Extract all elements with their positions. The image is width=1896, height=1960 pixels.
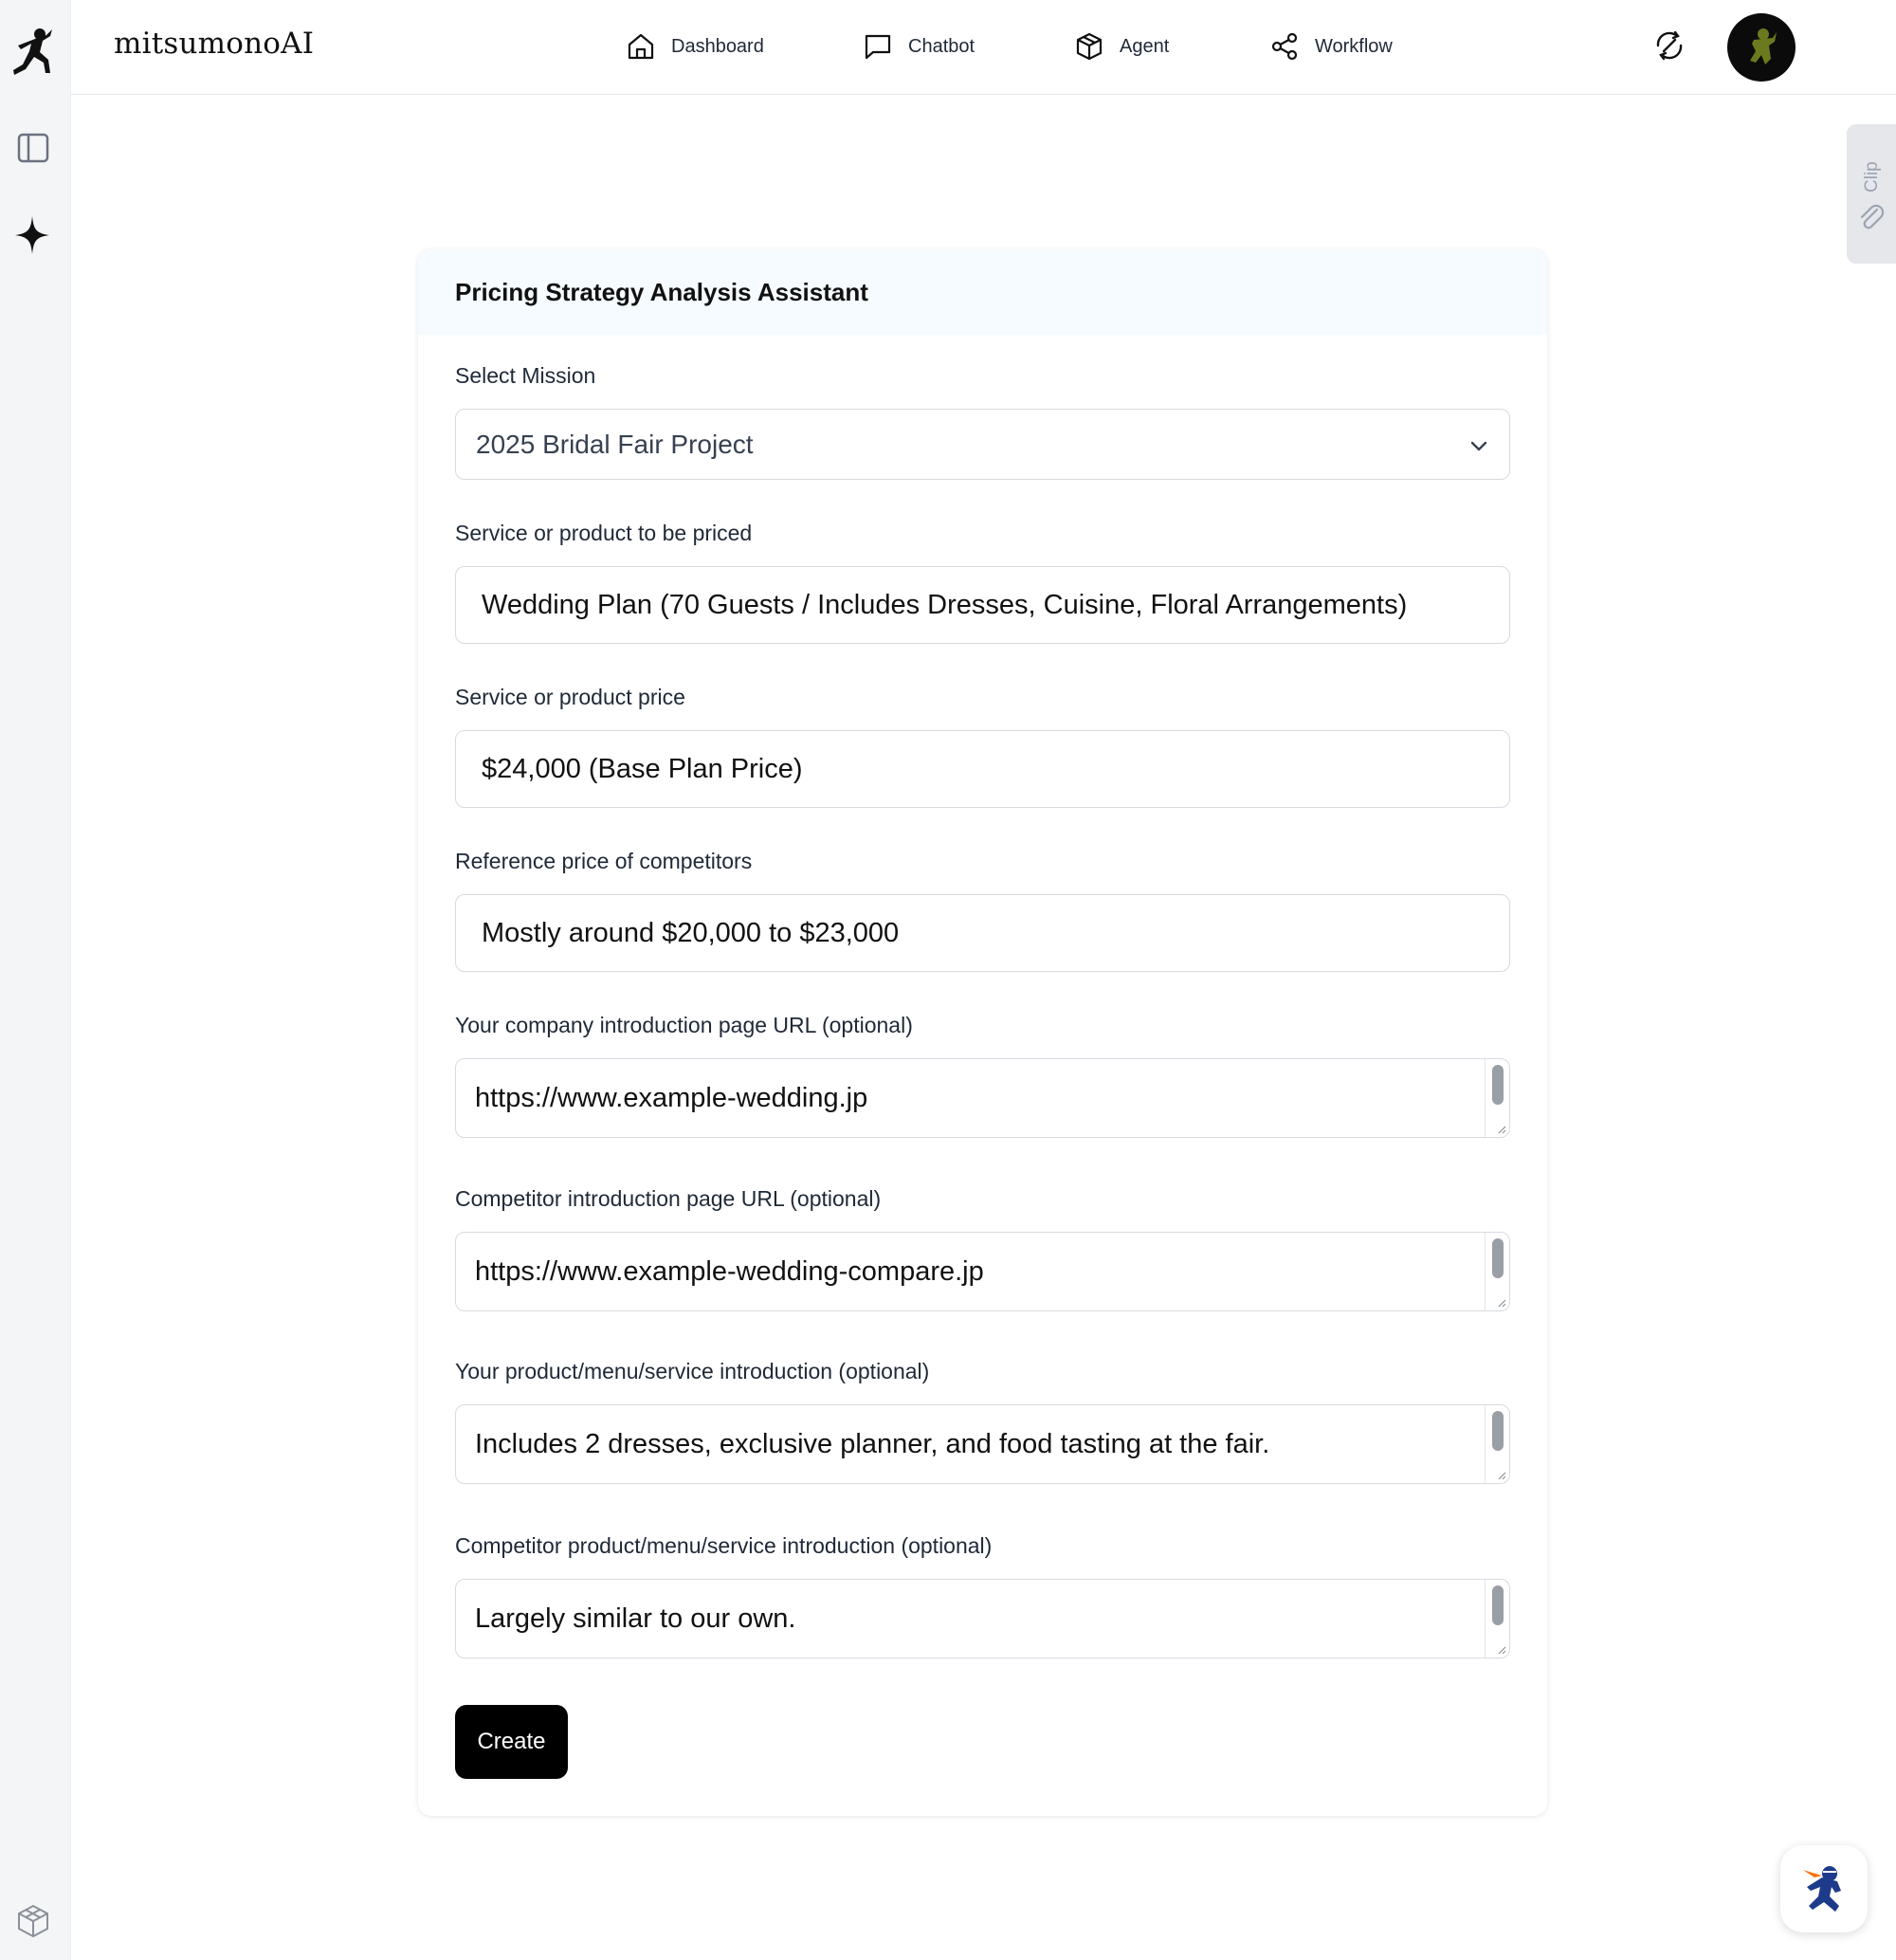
competitor-price-input[interactable] <box>455 894 1510 972</box>
ninja-logo-icon[interactable] <box>9 26 58 81</box>
mission-label: Select Mission <box>455 363 596 388</box>
user-avatar[interactable] <box>1727 13 1796 82</box>
mission-selected-value: 2025 Bridal Fair Project <box>476 429 754 459</box>
competitor-intro-label: Competitor product/menu/service introduction (optional) <box>455 1533 993 1558</box>
competitor-intro-value: Largely similar to our own. <box>475 1603 796 1634</box>
clip-label: Clip <box>1862 161 1882 192</box>
refresh-signal-icon[interactable] <box>1650 27 1688 64</box>
nav-agent[interactable] <box>1074 30 1169 63</box>
nav-agent-label: Agent <box>1120 35 1170 57</box>
pricing-form-card <box>418 249 1547 1816</box>
competitor-url-label: Competitor introduction page URL (optional) <box>455 1186 882 1211</box>
product-value: Wedding Plan (70 Guests / Includes Dresses, Cuisine, Floral Arrangements) <box>482 589 1408 620</box>
product-label: Service or product to be priced <box>455 521 753 545</box>
form-title: Pricing Strategy Analysis Assistant <box>455 277 868 306</box>
scrollbar-thumb[interactable] <box>1492 1411 1504 1451</box>
price-label: Service or product price <box>455 685 685 709</box>
nav-workflow[interactable] <box>1269 30 1393 63</box>
card-header <box>418 249 1547 335</box>
own-intro-value: Includes 2 dresses, exclusive planner, and food tasting at the fair. <box>475 1428 1270 1459</box>
mission-select[interactable] <box>455 409 1510 480</box>
sidebar-toggle-icon[interactable] <box>17 133 49 163</box>
ninja-mascot-icon <box>1794 1859 1854 1919</box>
scrollbar-thumb[interactable] <box>1492 1585 1504 1625</box>
resize-handle-icon[interactable] <box>1495 1296 1506 1308</box>
chat-icon <box>863 31 893 62</box>
nav-chatbot-label: Chatbot <box>908 35 975 57</box>
avatar-figure-icon <box>1727 13 1796 82</box>
competitor-price-label: Reference price of competitors <box>455 849 753 873</box>
sparkle-icon[interactable] <box>13 214 51 256</box>
company-url-label: Your company introduction page URL (optional) <box>455 1013 913 1037</box>
chevron-down-icon <box>1468 434 1490 457</box>
company-url-textarea[interactable] <box>455 1058 1510 1138</box>
nav-dashboard-label: Dashboard <box>671 35 764 57</box>
create-button[interactable]: Create <box>455 1705 568 1779</box>
resize-handle-icon[interactable] <box>1495 1643 1506 1655</box>
clip-tab[interactable] <box>1847 124 1896 264</box>
top-bar <box>71 0 1896 95</box>
share-icon <box>1269 31 1300 62</box>
home-icon <box>626 31 656 62</box>
competitor-url-value: https://www.example-wedding-compare.jp <box>475 1255 984 1287</box>
scrollbar-thumb[interactable] <box>1492 1065 1504 1105</box>
package-icon <box>1074 31 1104 62</box>
nav-chatbot[interactable] <box>863 30 975 63</box>
resize-handle-icon[interactable] <box>1495 1469 1506 1480</box>
price-value: $24,000 (Base Plan Price) <box>482 753 803 784</box>
competitor-price-value: Mostly around $20,000 to $23,000 <box>482 917 900 948</box>
nav-workflow-label: Workflow <box>1315 35 1393 57</box>
paperclip-icon <box>1858 202 1885 234</box>
brand-name[interactable]: mitsumonoAI <box>114 27 315 61</box>
price-input[interactable] <box>455 730 1510 808</box>
own-intro-label: Your product/menu/service introduction (optional) <box>455 1359 930 1383</box>
own-intro-textarea[interactable] <box>455 1404 1510 1484</box>
product-input[interactable] <box>455 566 1510 644</box>
resize-handle-icon[interactable] <box>1495 1123 1506 1134</box>
sidebar <box>0 0 71 1960</box>
cube-icon[interactable] <box>15 1903 51 1939</box>
company-url-value: https://www.example-wedding.jp <box>475 1082 868 1113</box>
competitor-url-textarea[interactable] <box>455 1232 1510 1311</box>
scrollbar-thumb[interactable] <box>1492 1238 1504 1278</box>
competitor-intro-textarea[interactable] <box>455 1579 1510 1658</box>
assistant-fab-button[interactable] <box>1780 1845 1868 1933</box>
nav-dashboard[interactable] <box>626 30 764 63</box>
